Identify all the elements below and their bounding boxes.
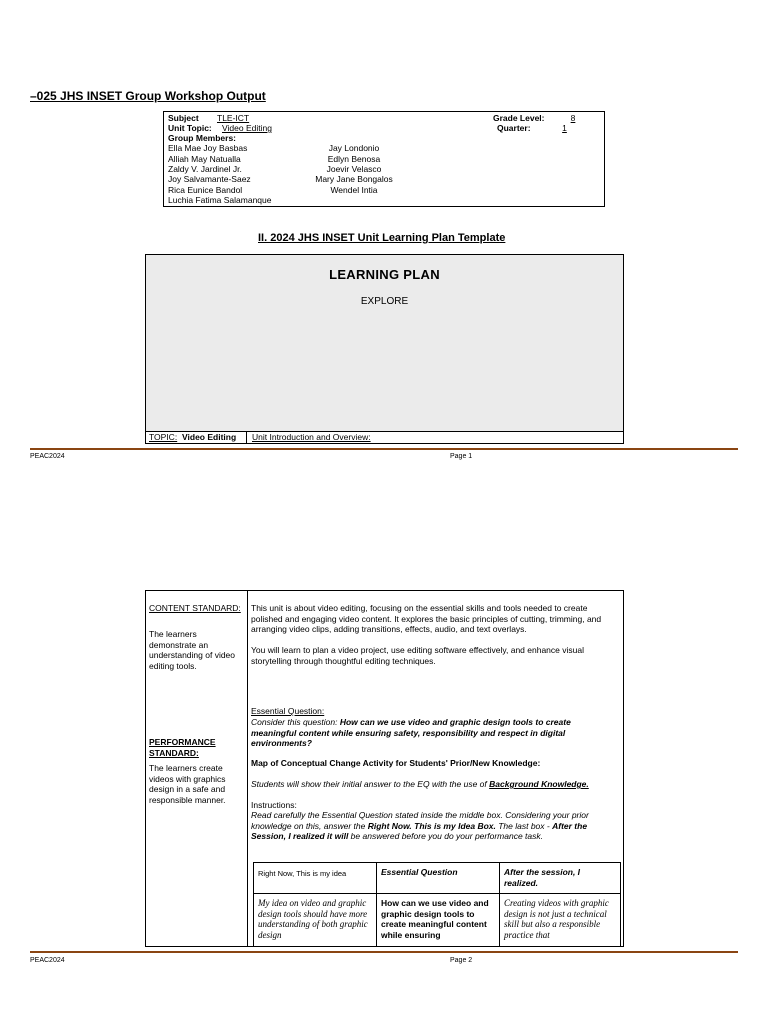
member-name: Jay Londonio xyxy=(328,143,380,153)
footer-page-number: Page 1 xyxy=(450,453,473,460)
document-title: –025 JHS INSET Group Workshop Output xyxy=(30,89,266,103)
learning-plan-box xyxy=(145,254,624,444)
footer-left: PEAC2024 xyxy=(30,453,65,460)
member-name: Mary Jane Bongalos xyxy=(315,174,393,184)
footer-page-number: Page 2 xyxy=(450,957,473,964)
unit-topic-value: Video Editing xyxy=(222,123,272,133)
member-name: Alliah May Natualla xyxy=(168,154,241,164)
instr-bold: After the Session, I realized it will xyxy=(251,820,588,841)
learning-plan-title: LEARNING PLAN xyxy=(329,267,440,282)
table-header: Essential Question xyxy=(381,867,458,877)
conceptual-change-table xyxy=(253,862,621,947)
instr-part: The last box - xyxy=(495,820,553,831)
subject-info-box xyxy=(163,111,605,207)
quarter-value: 1 xyxy=(562,123,567,133)
performance-standard-heading: PERFORMANCE STANDARD: xyxy=(149,737,216,758)
learning-plan-subtitle: EXPLORE xyxy=(360,296,409,307)
topic-row xyxy=(146,431,623,443)
subject-value: TLE-ICT xyxy=(217,113,250,123)
table-cell: Creating videos with graphic design is not just a technical skill but also a responsible practice that xyxy=(504,898,609,940)
quarter-label: Quarter: xyxy=(497,123,531,133)
instructions-text xyxy=(251,810,615,842)
content-standard-text: The learners demonstrate an understanding of video editing tools. xyxy=(149,629,236,671)
member-name: Wendel Intia xyxy=(330,185,378,195)
essential-question-heading: Essential Question: xyxy=(251,706,325,716)
content-standard-heading: CONTENT STANDARD: xyxy=(149,603,241,613)
member-name: Ella Mae Joy Basbas xyxy=(168,143,248,153)
member-name: Zaldy V. Jardinel Jr. xyxy=(168,164,242,174)
students-line xyxy=(251,779,615,790)
subject-label: Subject xyxy=(168,113,199,123)
standards-table xyxy=(145,590,624,947)
table-cell: How can we use video and graphic design tools to create meaningful content while ensuring xyxy=(381,898,489,940)
section-title: II. 2024 JHS INSET Unit Learning Plan Template xyxy=(258,232,506,244)
table-cell: My idea on video and graphic design tools should have more understanding of both graphic design xyxy=(258,898,368,940)
footer-left: PEAC2024 xyxy=(30,957,65,964)
instr-part: Read carefully the Essential Question stated inside the middle box. Considering your prior knowledge on this, answer the xyxy=(251,810,589,831)
topic-label: TOPIC: xyxy=(149,432,178,442)
map-heading: Map of Conceptual Change Activity for Students' Prior/New Knowledge: xyxy=(251,758,541,768)
eq-prefix: Consider this question: xyxy=(251,717,340,727)
instr-bold: Right Now. This is my Idea Box. xyxy=(367,820,496,831)
topic-value: Video Editing xyxy=(182,432,237,442)
grade-level-value: 8 xyxy=(570,113,576,123)
member-name: Luchia Fatima Salamanque xyxy=(168,195,272,205)
member-name: Joevir Velasco xyxy=(326,164,382,174)
member-name: Rica Eunice Bandol xyxy=(168,185,243,195)
unit-intro-paragraph: You will learn to plan a video project, use editing software effectively, and enhance visual storytelling through thoughtful editing techniques. xyxy=(251,645,584,666)
instructions-heading: Instructions: xyxy=(251,800,297,810)
member-name: Edlyn Benosa xyxy=(327,154,381,164)
instr-part: be answered before you do your performance task. xyxy=(348,831,543,841)
unit-topic-label: Unit Topic: xyxy=(168,123,212,133)
background-knowledge: Background Knowledge. xyxy=(489,779,589,789)
eq-question: How can we use video and graphic design tools to create meaningful content while ensuring safety, responsibility and respect in digital environments? xyxy=(251,717,571,748)
column-divider xyxy=(247,591,248,946)
table-header: After the session, I realized. xyxy=(504,867,581,888)
unit-intro-label: Unit Introduction and Overview: xyxy=(252,432,371,442)
table-header: Right Now, This is my idea xyxy=(258,869,347,878)
performance-standard-text: The learners create videos with graphics design in a safe and responsible manner. xyxy=(149,763,226,805)
page-1-rule xyxy=(30,448,738,450)
topic-divider xyxy=(246,432,247,443)
page-2-rule xyxy=(30,951,738,953)
unit-intro-paragraph: This unit is about video editing, focusing on the essential skills and tools needed to create polished and engaging video content. It explores the basic principles of cutting, trimming, and arranging video clips, adding transitions, effects, audio, and text overlays. xyxy=(251,603,602,634)
students-line-prefix: Students will show their initial answer to the EQ with the use of xyxy=(251,779,490,789)
group-members-label: Group Members: xyxy=(168,133,237,143)
grade-level-label: Grade Level: xyxy=(493,113,545,123)
essential-question-text xyxy=(251,717,615,749)
member-name: Joy Salvamante-Saez xyxy=(168,174,251,184)
